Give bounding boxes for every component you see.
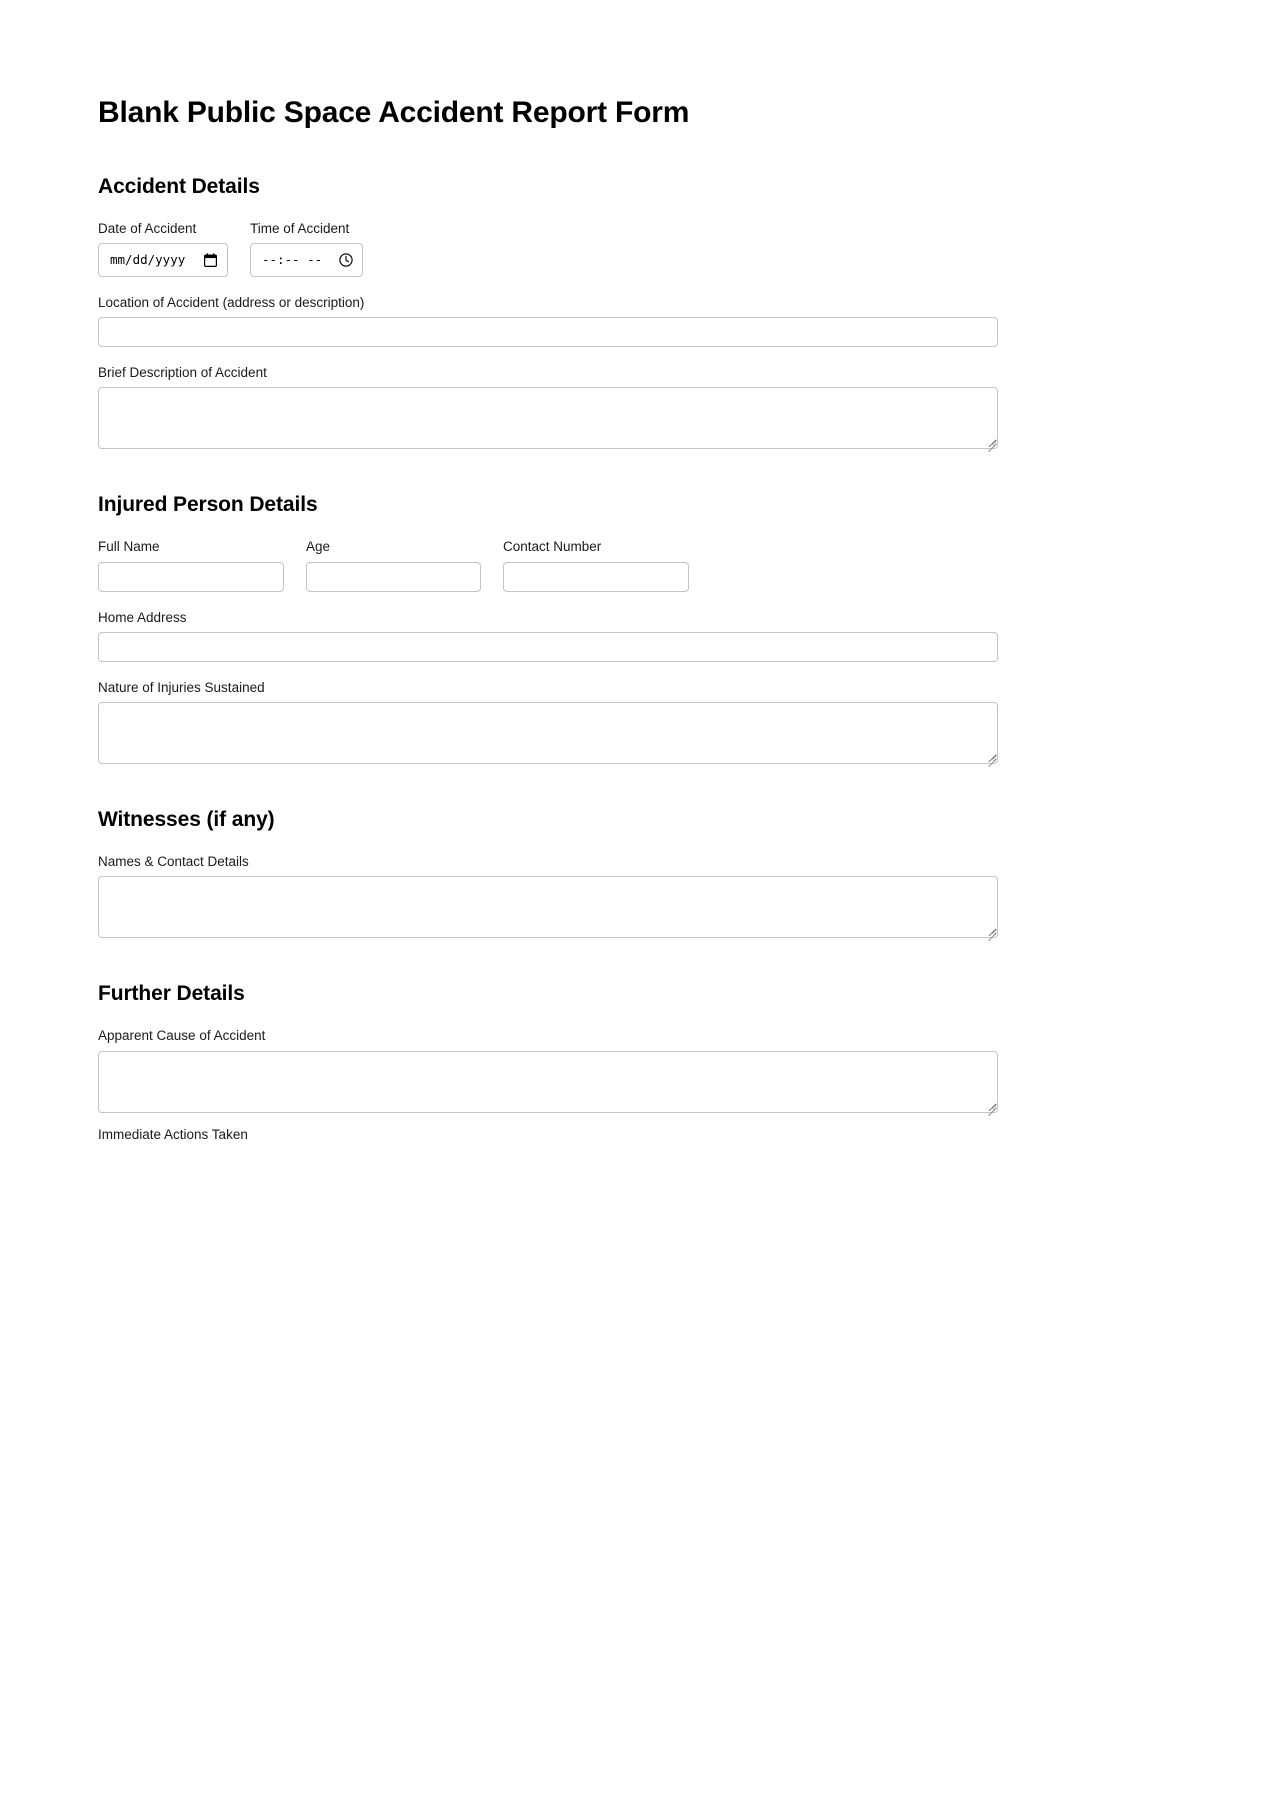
date-placeholder-text: mm/dd/yyyy	[110, 252, 186, 268]
location-of-accident-label: Location of Accident (address or description)	[98, 294, 365, 310]
nature-of-injuries-label: Nature of Injuries Sustained	[98, 679, 265, 695]
brief-description-textarea[interactable]	[98, 387, 998, 449]
section-heading-accident-details: Accident Details	[98, 174, 260, 198]
brief-description-label: Brief Description of Accident	[98, 365, 267, 381]
field-witness-names-contact	[98, 854, 1153, 938]
section-heading-injured-person-details: Injured Person Details	[98, 493, 318, 517]
field-apparent-cause	[98, 1028, 1153, 1112]
field-nature-of-injuries	[98, 680, 1153, 764]
calendar-icon[interactable]	[203, 252, 218, 267]
brief-description-textarea-wrapper	[98, 387, 998, 449]
field-time-of-accident	[250, 221, 363, 277]
field-age	[306, 539, 481, 591]
apparent-cause-textarea-wrapper	[98, 1051, 998, 1113]
injured-person-row	[98, 539, 1153, 591]
immediate-actions-label: Immediate Actions Taken	[98, 1126, 248, 1142]
field-date-of-accident	[98, 221, 228, 277]
page-title: Blank Public Space Accident Report Form	[98, 96, 690, 129]
accident-datetime-row	[98, 221, 1153, 277]
witness-names-contact-textarea[interactable]	[98, 876, 998, 938]
home-address-label: Home Address	[98, 609, 187, 625]
time-of-accident-input[interactable]	[250, 243, 363, 277]
full-name-input[interactable]	[98, 562, 284, 592]
age-input[interactable]	[306, 562, 481, 592]
field-brief-description	[98, 365, 1153, 449]
location-of-accident-input[interactable]	[98, 317, 998, 347]
witness-names-contact-textarea-wrapper	[98, 876, 998, 938]
field-full-name	[98, 539, 284, 591]
nature-of-injuries-textarea[interactable]	[98, 702, 998, 764]
section-heading-further-details: Further Details	[98, 982, 245, 1006]
apparent-cause-label: Apparent Cause of Accident	[98, 1028, 266, 1044]
date-of-accident-input[interactable]	[98, 243, 228, 277]
field-contact-number	[503, 539, 689, 591]
apparent-cause-textarea[interactable]	[98, 1051, 998, 1113]
field-home-address	[98, 610, 1153, 662]
time-placeholder-text: --:-- --	[262, 252, 323, 268]
age-label: Age	[306, 539, 331, 555]
full-name-label: Full Name	[98, 539, 160, 555]
home-address-input[interactable]	[98, 632, 998, 662]
contact-number-label: Contact Number	[503, 539, 602, 555]
witness-names-contact-label: Names & Contact Details	[98, 854, 249, 870]
contact-number-input[interactable]	[503, 562, 689, 592]
time-of-accident-label: Time of Accident	[250, 220, 350, 236]
clock-icon[interactable]	[338, 252, 353, 267]
section-heading-witnesses: Witnesses (if any)	[98, 807, 275, 831]
field-immediate-actions	[98, 1127, 1153, 1149]
field-location-of-accident	[98, 295, 1153, 347]
date-of-accident-label: Date of Accident	[98, 220, 197, 236]
nature-of-injuries-textarea-wrapper	[98, 702, 998, 764]
